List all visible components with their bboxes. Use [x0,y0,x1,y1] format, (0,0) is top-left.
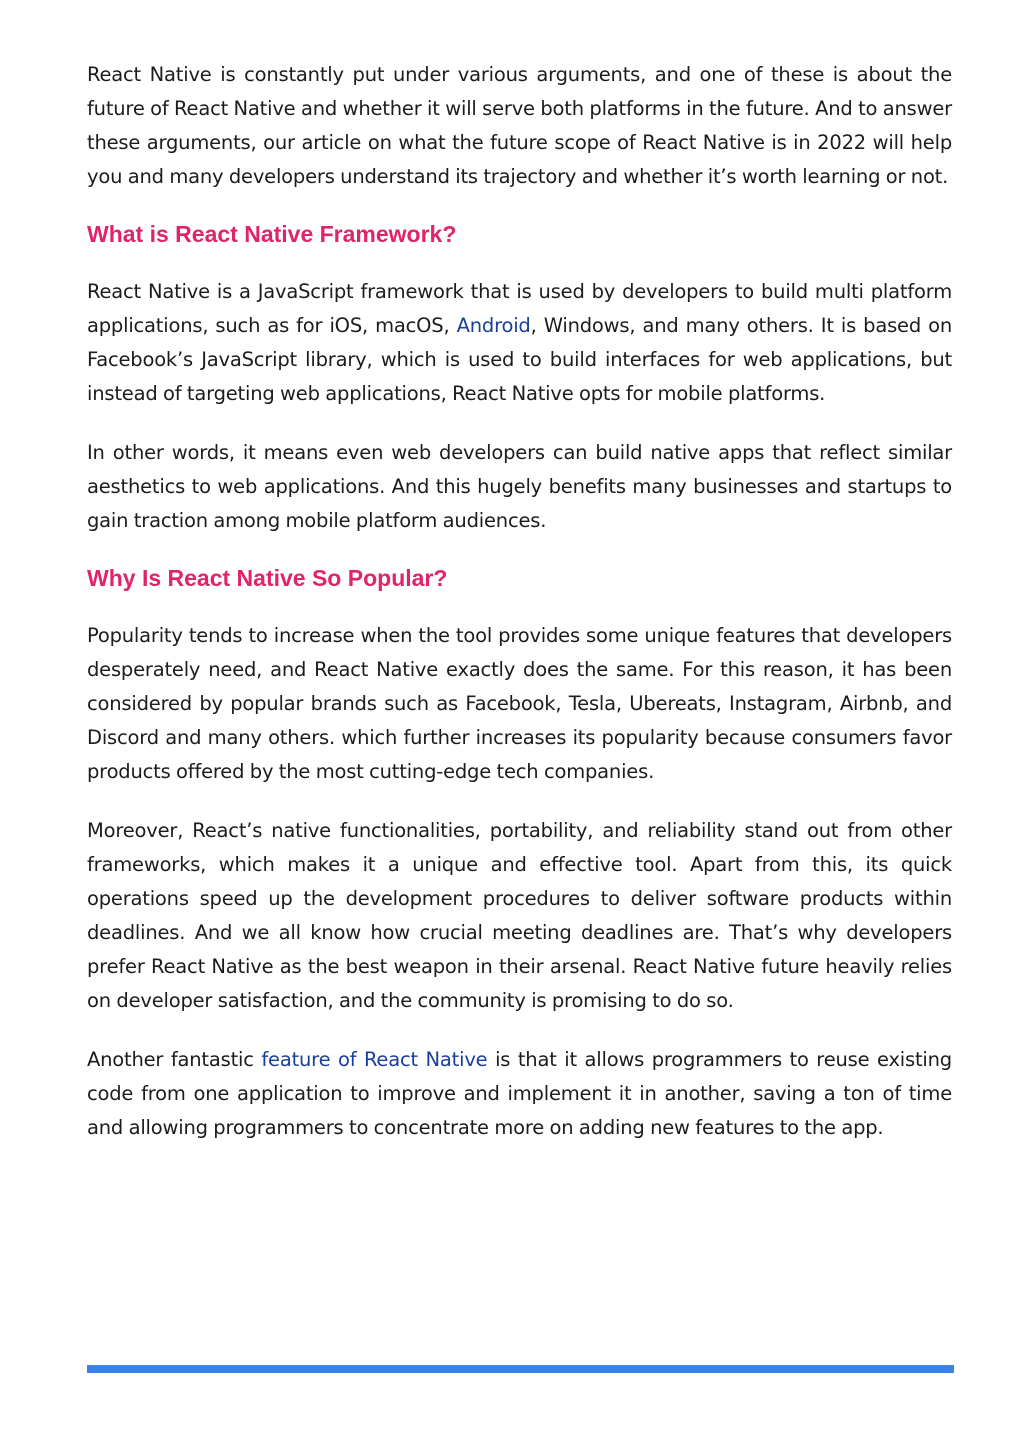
footer-divider-bar [87,1365,954,1373]
paragraph-popularity: Popularity tends to increase when the tool provides some unique features that developers desperately need, and React Native exactly does the same. For this reason, it has been considered by popular brands such as Facebook, Tesla, Ubereats, Instagram, Airbnb, and Discord and many others. which further increases its popularity because consumers favor products offered by the most cutting-edge tech companies. [87,624,952,783]
android-link[interactable]: Android [456,314,531,337]
paragraph-web-developers: In other words, it means even web developers can build native apps that reflect similar aesthetics to web applications. And this hugely benefits many businesses and startups to gain traction among mobile platform audiences. [87,441,952,532]
paragraph-framework-definition [87,275,952,411]
document-page [87,58,952,1145]
heading-why-popular: Why Is React Native So Popular? [87,565,448,591]
intro-paragraph: React Native is constantly put under various arguments, and one of these is about the future of React Native and whether it will serve both platforms in the future. And to answer these arguments, our article on what the future scope of React Native is in 2022 will help you and many developers understand its trajectory and whether it’s worth learning or not. [87,63,952,188]
paragraph-functionalities: Moreover, React’s native functionalities, portability, and reliability stand out from other frameworks, which makes it a unique and effective tool. Apart from this, its quick operations speed up the development procedures to deliver software products within deadlines. And we all know how crucial meeting deadlines are. That’s why developers prefer React Native as the best weapon in their arsenal. React Native future heavily relies on developer satisfaction, and the community is promising to do so. [87,819,952,1012]
feature-of-react-native-link[interactable]: feature of React Native [261,1048,488,1071]
paragraph-text: React Native is a JavaScript framework that is used by developers to build multi platform applications, such as for iOS, macOS, [87,280,952,337]
paragraph-text: , Windows, and many others. It is based on Facebook’s JavaScript library, which is used to build interfaces for web applications, but instead of targeting web applications, React Native opts for mobile platforms. [87,314,953,405]
heading-what-is-react-native: What is React Native Framework? [87,221,457,247]
paragraph-code-reuse [87,1043,952,1145]
paragraph-text: is that it allows programmers to reuse existing code from one application to improve and implement it in another, saving a ton of time and allowing programmers to concentrate more on adding new features to the app. [87,1048,952,1139]
paragraph-text: Another fantastic [87,1048,262,1071]
